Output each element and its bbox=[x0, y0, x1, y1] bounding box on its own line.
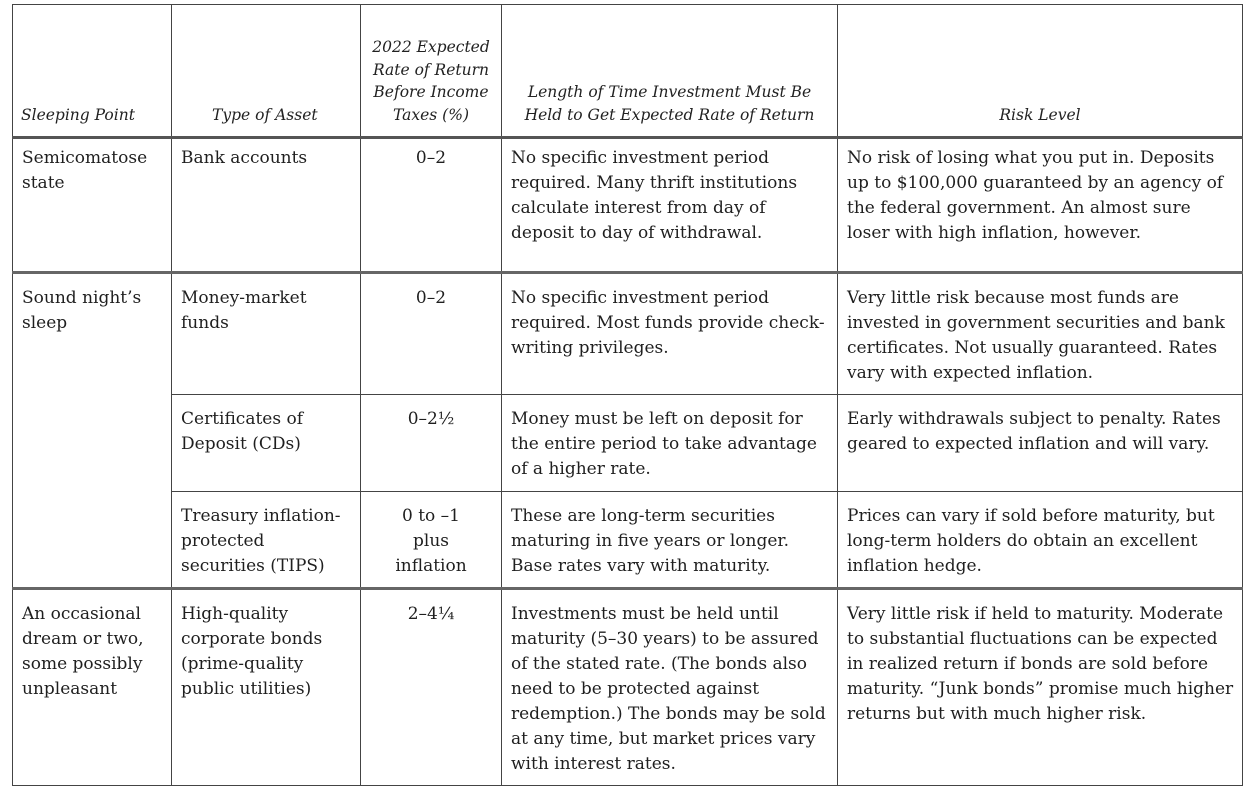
table-row bbox=[13, 273, 1243, 395]
rate-cell: 0 to –1 plus inflation bbox=[361, 492, 502, 589]
rate-cell: 0–2 bbox=[361, 273, 502, 395]
length-cell: No specific investment period required. Many thrift institutions calculate interest from day of deposit to day of withdrawal. bbox=[502, 138, 838, 273]
header-length-of-time: Length of Time Investment Must Be Held to Get Expected Rate of Return bbox=[502, 5, 838, 138]
length-cell: No specific investment period required. Most funds provide check-writing privileges. bbox=[502, 273, 838, 395]
table-row bbox=[13, 138, 1243, 273]
risk-cell: Early withdrawals subject to penalty. Rates geared to expected inflation and will vary. bbox=[838, 395, 1243, 492]
header-risk-level: Risk Level bbox=[838, 5, 1243, 138]
sleeping-point-cell: Semicomatose state bbox=[13, 138, 172, 273]
header-sleeping-point: Sleeping Point bbox=[13, 5, 172, 138]
rate-cell: 0–2 bbox=[361, 138, 502, 273]
sleeping-point-cell: An occasional dream or two, some possibly unpleasant bbox=[13, 589, 172, 786]
investment-table bbox=[12, 4, 1243, 786]
table-row bbox=[13, 395, 1243, 492]
length-cell: Money must be left on deposit for the entire period to take advantage of a higher rate. bbox=[502, 395, 838, 492]
asset-cell: Bank accounts bbox=[172, 138, 361, 273]
sleeping-point-cell: Sound night’s sleep bbox=[13, 273, 172, 589]
length-cell: Investments must be held until maturity (5–30 years) to be assured of the stated rate. (The bonds also need to be protected against redemption.) The bonds may be sold at any time, but market prices vary with interest rates. bbox=[502, 589, 838, 786]
asset-cell: Money-market funds bbox=[172, 273, 361, 395]
table-row bbox=[13, 492, 1243, 589]
asset-cell: Treasury inflation-protected securities (TIPS) bbox=[172, 492, 361, 589]
header-type-of-asset: Type of Asset bbox=[172, 5, 361, 138]
risk-cell: Very little risk if held to maturity. Moderate to substantial fluctuations can be expected in realized return if bonds are sold before maturity. “Junk bonds” promise much higher returns but with much higher risk. bbox=[838, 589, 1243, 786]
risk-cell: Prices can vary if sold before maturity, but long-term holders do obtain an excellent inflation hedge. bbox=[838, 492, 1243, 589]
length-cell: These are long-term securities maturing in five years or longer. Base rates vary with maturity. bbox=[502, 492, 838, 589]
asset-cell: High-quality corporate bonds (prime-quality public utilities) bbox=[172, 589, 361, 786]
asset-cell: Certificates of Deposit (CDs) bbox=[172, 395, 361, 492]
rate-cell: 0–2½ bbox=[361, 395, 502, 492]
table-row bbox=[13, 589, 1243, 786]
rate-cell: 2–4¼ bbox=[361, 589, 502, 786]
header-expected-rate: 2022 Expected Rate of Return Before Income Taxes (%) bbox=[361, 5, 502, 138]
risk-cell: No risk of losing what you put in. Deposits up to $100,000 guaranteed by an agency of the federal government. An almost sure loser with high inflation, however. bbox=[838, 138, 1243, 273]
header-row bbox=[13, 5, 1243, 138]
risk-cell: Very little risk because most funds are invested in government securities and bank certificates. Not usually guaranteed. Rates vary with expected inflation. bbox=[838, 273, 1243, 395]
